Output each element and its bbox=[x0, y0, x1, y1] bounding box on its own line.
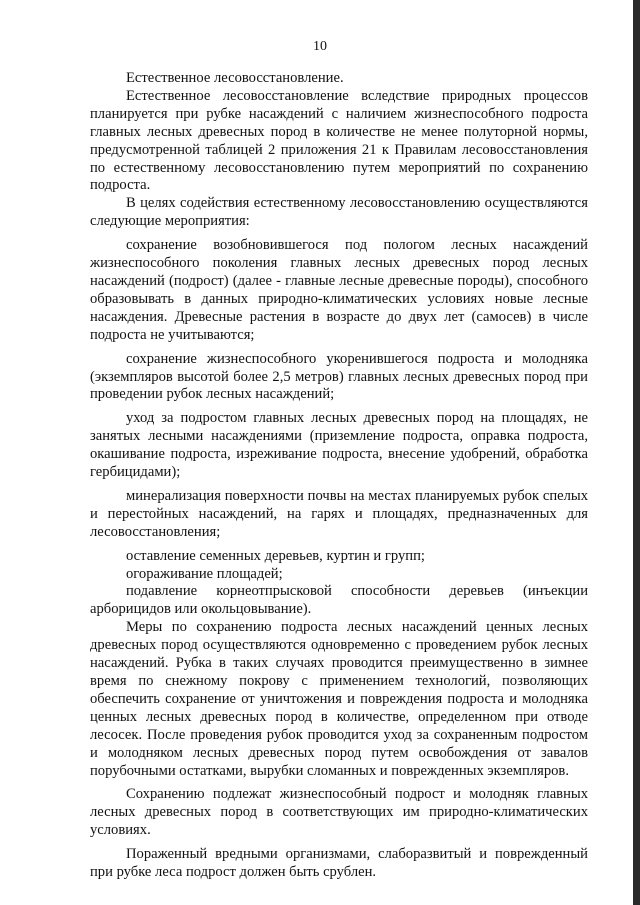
scan-edge-shadow bbox=[633, 0, 640, 905]
paragraph-valuable-species: Меры по сохранению подроста лесных насаждений ценных лесных древесных пород осуществляются одновременно с проведением рубок лесных насаждений. Рубка в таких случаях проводится преимущественно в зимнее время по снежному покрову с применением технологий, позволяющих обеспечить сохранение от уничтожения и повреждения подроста и молодняка ценных лесных древесных пород в количестве, определенном при отводе лесосек. После проведения рубок проводится уход за сохраненным подростом и молодняком лесных древесных пород путем освобождения от завалов порубочными остатками, вырубки сломанных и поврежденных экземпляров. bbox=[90, 619, 588, 779]
list-item-preserve-undergrowth: сохранение возобновившегося под пологом лесных насаждений жизнеспособного поколения главных лесных древесных пород лесных насаждений (подрост) (далее - главные лесные древесные породы), способного образовывать в данных природно-климатических условиях новые лесные насаждения. Древесные растения в возрасте до двух лет (самосев) в числе подроста не учитываются; bbox=[90, 237, 588, 343]
list-item-fencing: огораживание площадей; bbox=[126, 565, 283, 582]
section-heading: Естественное лесовосстановление. bbox=[126, 70, 344, 86]
list-item-undergrowth-care: уход за подростом главных лесных древесных пород на площадях, не занятых лесными насаждениями (приземление подроста, оправка подроста, окашивание подроста, изреживание подроста, внесение удобрений, обработка гербицидами); bbox=[90, 410, 588, 481]
paragraph-subject-to-preservation: Сохранению подлежат жизнеспособный подрост и молодняк главных лесных древесных пород в соответствующих им природно-климатических условиях. bbox=[90, 786, 588, 839]
paragraph-measures-intro: В целях содействия естественному лесовосстановлению осуществляются следующие мероприятия: bbox=[90, 195, 588, 230]
paragraph-natural-regeneration: Естественное лесовосстановление вследствие природных процессов планируется при рубке насаждений с наличием жизнеспособного подроста главных лесных древесных пород в количестве не менее полуторной нормы, предусмотренной таблицей 2 приложения 21 к Правилам лесовосстановления по естественному лесовосстановлению путем мероприятий по сохранению подроста. bbox=[90, 87, 588, 194]
list-item-soil-mineralization: минерализация поверхности почвы на местах планируемых рубок спелых и перестойных насаждений, на гарях и площадях, предназначенных для лесовосстановления; bbox=[90, 487, 588, 540]
list-item-seed-trees: оставление семенных деревьев, куртин и групп; bbox=[126, 547, 425, 564]
document-body bbox=[90, 70, 588, 882]
list-item-suppression: подавление корнеотпрысковой способности деревьев (инъекции арборицидов или окольцовывание). bbox=[90, 583, 588, 618]
paragraph-felling-damaged: Пораженный вредными организмами, слаборазвитый и поврежденный при рубке леса подрост должен быть срублен. bbox=[90, 846, 588, 881]
page-number: 10 bbox=[313, 39, 327, 54]
list-item-preserve-young-growth: сохранение жизнеспособного укоренившегося подроста и молодняка (экземпляров высотой более 2,5 метров) главных лесных древесных пород при проведении рубок лесных насаждений; bbox=[90, 350, 588, 403]
